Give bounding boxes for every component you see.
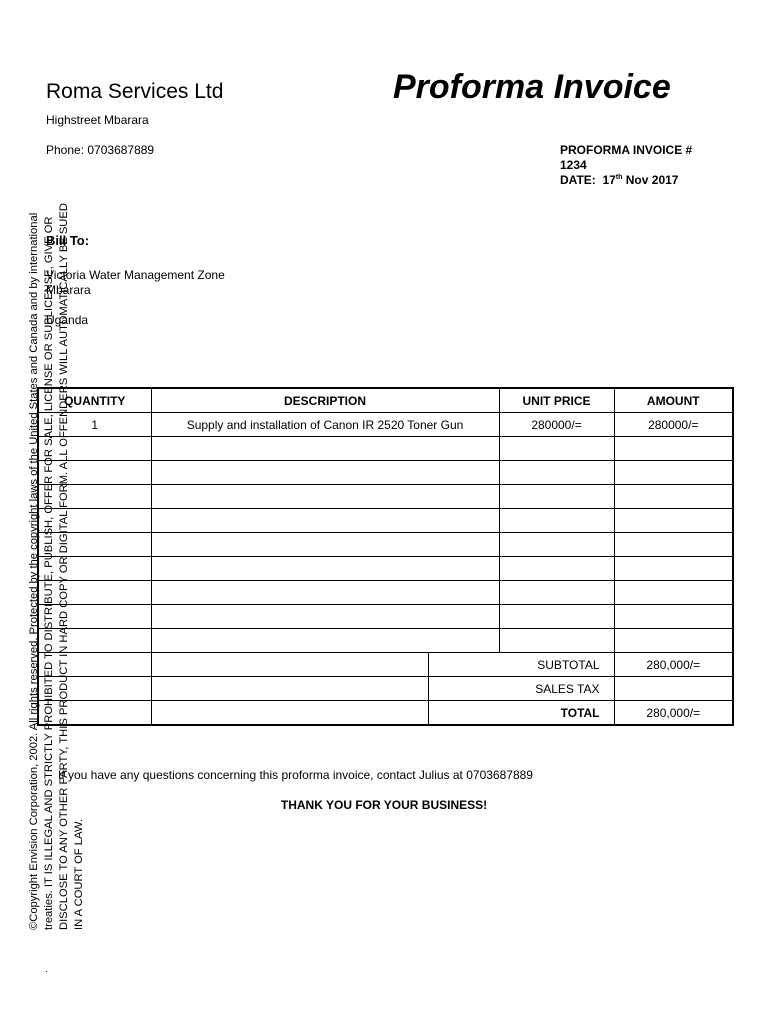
total-value: 280,000/= bbox=[614, 701, 733, 726]
invoice-items-table bbox=[37, 387, 734, 726]
sales-tax-value bbox=[614, 677, 733, 701]
client-country: Uganda bbox=[46, 313, 89, 327]
table-row-empty bbox=[38, 485, 733, 509]
table-row bbox=[38, 413, 733, 437]
subtotal-label: SUBTOTAL bbox=[428, 653, 614, 677]
copyright-line-3: DISCLOSE TO ANY OTHER PARTY, THIS PRODUCT IN HARD COPY OR DIGITAL FORM. ALL OFFENDERS WILL AUTOMATICALLY BE SUED bbox=[58, 203, 70, 930]
table-header-row bbox=[38, 388, 733, 413]
company-name: Roma Services Ltd bbox=[46, 80, 224, 103]
header-quantity: QUANTITY bbox=[38, 388, 151, 413]
row-description: Supply and installation of Canon IR 2520 Toner Gun bbox=[151, 413, 499, 437]
bill-to-label: Bill To: bbox=[46, 233, 90, 248]
sales-tax-label: SALES TAX bbox=[428, 677, 614, 701]
copyright-line-4: IN A COURT OF LAW. bbox=[73, 818, 85, 930]
row-quantity: 1 bbox=[38, 413, 151, 437]
document-title: Proforma Invoice bbox=[393, 68, 671, 106]
table-row-empty bbox=[38, 461, 733, 485]
table-row-empty bbox=[38, 605, 733, 629]
invoice-date bbox=[560, 173, 678, 187]
client-name: Victoria Water Management Zone bbox=[46, 268, 225, 282]
invoice-number-label: PROFORMA INVOICE # bbox=[560, 143, 693, 157]
total-label: TOTAL bbox=[428, 701, 614, 726]
date-rest: Nov 2017 bbox=[625, 173, 679, 187]
table-row-empty bbox=[38, 629, 733, 653]
thank-you-message: THANK YOU FOR YOUR BUSINESS! bbox=[280, 798, 488, 812]
table-row-empty bbox=[38, 581, 733, 605]
date-suffix: th bbox=[615, 174, 623, 181]
row-unit-price: 280000/= bbox=[499, 413, 614, 437]
date-label: DATE: bbox=[560, 173, 596, 187]
total-row bbox=[38, 701, 733, 726]
table-row-empty bbox=[38, 437, 733, 461]
table-row-empty bbox=[38, 509, 733, 533]
footer-dot: . bbox=[45, 964, 48, 975]
invoice-number: 1234 bbox=[560, 158, 587, 172]
header-unit-price: UNIT PRICE bbox=[499, 388, 614, 413]
client-city: Mbarara bbox=[46, 283, 91, 297]
table-row-empty bbox=[38, 557, 733, 581]
header-amount: AMOUNT bbox=[614, 388, 733, 413]
subtotal-row bbox=[38, 653, 733, 677]
date-day: 17 bbox=[602, 173, 616, 187]
row-amount: 280000/= bbox=[614, 413, 733, 437]
subtotal-value: 280,000/= bbox=[614, 653, 733, 677]
company-phone: Phone: 0703687889 bbox=[46, 143, 155, 157]
sales-tax-row bbox=[38, 677, 733, 701]
company-address: Highstreet Mbarara bbox=[46, 113, 149, 127]
table-row-empty bbox=[38, 533, 733, 557]
copyright-line-2: treaties. IT IS ILLEGAL AND STRICTLY PROHIBITED TO DISTRIBUTE, PUBLISH, OFFER FOR SALE, LICENSE OR SUBLICENSE, GIVE OR bbox=[43, 216, 55, 930]
questions-note: If you have any questions concerning this proforma invoice, contact Julius at 0703687889 bbox=[58, 768, 533, 782]
copyright-line-1: ©Copyright Envision Corporation, 2002. All rights reserved. Protected by the copyright laws of the United States and Canada and by international bbox=[28, 212, 40, 930]
header-description: DESCRIPTION bbox=[151, 388, 499, 413]
